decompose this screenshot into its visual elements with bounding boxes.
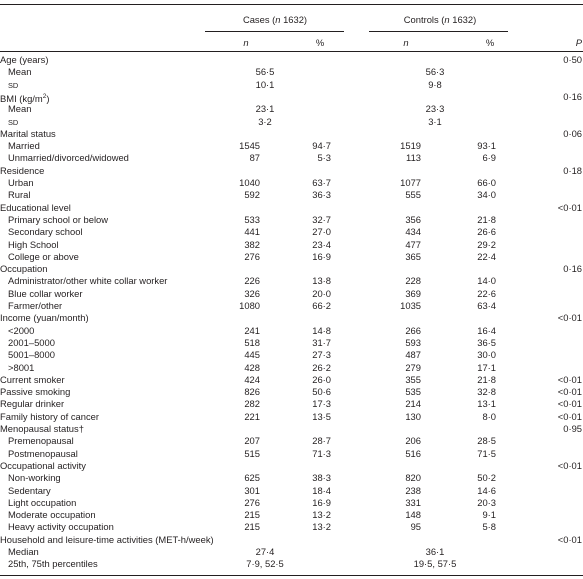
row-label <box>8 239 59 250</box>
controls-pct-cell: 22·6 <box>477 287 496 299</box>
row-label <box>0 202 71 213</box>
cases-pct-cell: 38·3 <box>312 472 331 484</box>
controls-n-cell: 206 <box>405 435 421 447</box>
controls-count: 1632) <box>449 14 477 25</box>
row-label <box>8 177 34 188</box>
controls-pct-cell: 5·8 <box>482 521 496 533</box>
cases-n-cell: 215 <box>244 521 260 533</box>
row-label-text: Income (yuan/month) <box>0 312 89 324</box>
row-label-text: >8001 <box>8 361 35 373</box>
cases-count: 1632) <box>280 14 308 25</box>
cases-pct-cell: 14·8 <box>312 324 331 336</box>
row-label <box>0 374 65 385</box>
cases-pct-cell: 20·0 <box>312 287 331 299</box>
cases-pct-cell: 94·7 <box>312 140 331 152</box>
cases-n-header: n <box>243 37 249 48</box>
controls-label: Controls ( <box>403 14 445 25</box>
row-label-text: BMI (kg/m <box>0 93 43 105</box>
p-value-cell: <0·01 <box>557 312 582 324</box>
cases-n-cell: 87 <box>249 152 260 164</box>
cases-pct-header: % <box>315 37 325 48</box>
p-value-cell: 0·16 <box>563 263 582 275</box>
controls-group-rule <box>369 31 508 32</box>
controls-pct-cell: 30·0 <box>477 349 496 361</box>
controls-group-header <box>370 14 510 25</box>
controls-summary-cell: 56·3 <box>425 66 445 78</box>
controls-summary-cell: 19·5, 57·5 <box>413 558 457 570</box>
cases-n-cell: 1040 <box>239 177 260 188</box>
row-label-text: Occupation <box>0 263 48 275</box>
p-value-cell: <0·01 <box>557 373 582 385</box>
cases-pct-cell: 23·4 <box>312 238 331 250</box>
header-bottom-rule <box>0 51 583 52</box>
cases-pct-cell: 13·2 <box>312 521 331 533</box>
p-value-cell: <0·01 <box>557 533 582 545</box>
cases-pct-cell: 50·6 <box>312 386 331 398</box>
row-label-end: ) <box>46 93 50 105</box>
row-label <box>8 497 76 508</box>
controls-pct-cell: 17·1 <box>477 361 496 373</box>
row-label <box>0 312 89 323</box>
controls-pct-cell: 8·0 <box>482 410 496 422</box>
controls-pct-cell: 28·5 <box>477 435 496 447</box>
cases-group-header <box>205 14 345 25</box>
cases-n-cell: 326 <box>244 287 260 299</box>
row-label <box>0 128 56 139</box>
controls-pct-cell: 29·2 <box>477 238 496 250</box>
controls-n-cell: 487 <box>405 349 421 361</box>
controls-n-cell: 356 <box>405 213 421 225</box>
cases-pct-cell: 27·0 <box>312 226 331 238</box>
row-label <box>0 54 48 65</box>
cases-n-cell: 592 <box>244 189 260 201</box>
controls-n-cell: 434 <box>405 226 421 238</box>
p-value-cell: 0·18 <box>563 164 582 176</box>
row-label <box>0 386 70 397</box>
controls-pct-cell: 20·3 <box>477 496 496 508</box>
controls-pct-cell: 13·1 <box>477 398 496 410</box>
row-label <box>8 349 55 360</box>
cases-n-cell: 445 <box>244 349 260 361</box>
controls-pct-cell: 32·8 <box>477 386 496 398</box>
cases-summary-cell: 56·5 <box>255 66 275 78</box>
controls-n-cell: 477 <box>405 238 421 250</box>
row-label-text: Farmer/other <box>8 300 63 311</box>
controls-pct-cell: 9·1 <box>482 509 496 521</box>
cases-n-symbol: n <box>275 14 281 25</box>
row-label <box>8 79 18 91</box>
row-label <box>8 275 167 286</box>
row-label-superscript: 2 <box>42 92 47 100</box>
cases-n-cell: 276 <box>244 250 260 262</box>
cases-pct-cell: 32·7 <box>312 213 331 225</box>
row-label-text: Age (years) <box>0 54 49 65</box>
row-label-text: Marital status <box>0 127 56 139</box>
row-label-text: Menopausal status† <box>0 423 84 434</box>
cases-pct-cell: 13·5 <box>312 410 331 422</box>
cases-label: Cases ( <box>242 14 276 25</box>
row-label <box>8 300 62 311</box>
cases-pct-cell: 16·9 <box>312 496 331 508</box>
row-label-text: Occupational activity <box>0 459 86 471</box>
cases-summary-cell: 7·9, 52·5 <box>246 558 284 570</box>
row-label <box>8 448 78 459</box>
controls-n-cell: 113 <box>406 152 421 164</box>
cases-n-cell: 226 <box>244 275 260 287</box>
cases-n-cell: 276 <box>244 496 260 508</box>
row-label <box>8 251 79 262</box>
cases-pct-cell: 26·0 <box>312 373 331 385</box>
controls-pct-cell: 93·1 <box>477 140 496 152</box>
row-label <box>0 165 44 176</box>
controls-pct-cell: 21·8 <box>477 373 496 385</box>
row-label-text: Unmarried/divorced/widowed <box>8 152 129 164</box>
controls-pct-cell: 22·4 <box>477 250 496 262</box>
row-label-text: Sedentary <box>8 484 51 496</box>
cases-n-cell: 301 <box>244 484 260 496</box>
controls-n-cell: 820 <box>405 472 421 484</box>
cases-n-cell: 215 <box>244 509 260 521</box>
cases-n-cell: 424 <box>244 373 260 385</box>
controls-pct-cell: 63·4 <box>477 300 496 311</box>
row-label-text: Household and leisure-time activities (MET-h/week) <box>0 533 214 545</box>
controls-pct-cell: 36·5 <box>477 336 496 348</box>
row-label-text: Blue collar worker <box>8 287 83 299</box>
cases-pct-cell: 36·3 <box>312 189 331 201</box>
cases-pct-cell: 5·3 <box>317 152 331 164</box>
row-label-text: College or above <box>8 250 79 262</box>
row-label-text: SD <box>8 117 19 127</box>
controls-pct-cell: 21·8 <box>477 213 496 225</box>
controls-n-cell: 1519 <box>400 140 421 152</box>
row-label <box>0 460 86 471</box>
controls-n-cell: 279 <box>405 361 421 373</box>
p-value-cell: 0·06 <box>563 127 582 139</box>
controls-pct-header: % <box>485 37 495 48</box>
row-label-text: Moderate occupation <box>8 509 96 521</box>
p-value-cell: <0·01 <box>557 398 582 410</box>
p-value-cell: 0·95 <box>563 423 582 434</box>
row-label <box>8 546 39 557</box>
cases-pct-cell: 71·3 <box>312 447 331 459</box>
cases-summary-cell: 10·1 <box>255 78 275 90</box>
row-label <box>8 509 96 520</box>
cases-pct-cell: 63·7 <box>312 177 331 188</box>
controls-n-cell: 331 <box>405 496 421 508</box>
controls-pct-cell: 66·0 <box>477 177 496 188</box>
row-label <box>8 152 129 163</box>
controls-n-cell: 214 <box>405 398 421 410</box>
row-label-text: Passive smoking <box>0 386 71 398</box>
row-label <box>0 423 84 434</box>
row-label <box>8 362 34 373</box>
row-label-text: Non-working <box>8 472 61 484</box>
row-label <box>0 534 214 545</box>
row-label-text: Current smoker <box>0 373 65 385</box>
controls-n-cell: 516 <box>405 447 421 459</box>
controls-n-cell: 369 <box>405 287 421 299</box>
row-label <box>8 103 31 114</box>
row-label <box>8 485 51 496</box>
row-label-text: Rural <box>8 189 31 201</box>
controls-n-cell: 535 <box>405 386 421 398</box>
row-label-text: 5001–8000 <box>8 349 55 361</box>
row-label-text: Secondary school <box>8 226 83 238</box>
row-label <box>8 226 83 237</box>
cases-n-cell: 282 <box>244 398 260 410</box>
controls-pct-cell: 26·6 <box>477 226 496 238</box>
cases-summary-cell: 23·1 <box>255 103 275 115</box>
controls-n-cell: 266 <box>405 324 421 336</box>
row-label-text: Administrator/other white collar worker <box>8 275 168 287</box>
row-label <box>8 140 40 151</box>
row-label-text: SD <box>8 80 19 90</box>
cases-pct-cell: 17·3 <box>312 398 331 410</box>
cases-pct-cell: 31·7 <box>312 336 331 348</box>
controls-summary-cell: 3·1 <box>428 115 442 127</box>
cases-n-cell: 826 <box>244 386 260 398</box>
row-label-text: <2000 <box>8 324 35 336</box>
p-value-cell: <0·01 <box>557 410 582 422</box>
cases-summary-cell: 27·4 <box>255 546 275 557</box>
table-bottom-rule <box>0 575 583 576</box>
cases-n-cell: 207 <box>244 435 260 447</box>
controls-summary-cell: 36·1 <box>425 546 445 557</box>
row-label-text: Mean <box>8 103 32 115</box>
controls-pct-cell: 14·0 <box>477 275 496 287</box>
row-label-text: Primary school or below <box>8 213 109 225</box>
controls-pct-cell: 14·6 <box>477 484 496 496</box>
row-label-text: Educational level <box>0 201 71 213</box>
cases-pct-cell: 26·2 <box>312 361 331 373</box>
controls-pct-cell: 50·2 <box>477 472 496 484</box>
cases-n-cell: 515 <box>244 447 260 459</box>
cases-pct-cell: 13·8 <box>312 275 331 287</box>
controls-n-cell: 1077 <box>400 177 421 188</box>
cases-n-cell: 518 <box>244 336 260 348</box>
row-label <box>8 472 61 483</box>
controls-n-cell: 228 <box>405 275 421 287</box>
row-label <box>8 189 30 200</box>
cases-pct-cell: 18·4 <box>312 484 331 496</box>
cases-pct-cell: 66·2 <box>312 300 331 311</box>
cases-n-cell: 441 <box>244 226 260 238</box>
row-label-text: Median <box>8 546 39 557</box>
cases-n-cell: 241 <box>244 324 260 336</box>
row-label <box>0 91 49 104</box>
controls-summary-cell: 9·8 <box>428 78 442 90</box>
p-value-header: P <box>575 37 582 48</box>
row-label-text: Mean <box>8 66 32 78</box>
row-label <box>8 558 98 569</box>
controls-n-cell: 355 <box>405 373 421 385</box>
cases-n-cell: 1080 <box>239 300 260 311</box>
p-value-cell: <0·01 <box>557 201 582 213</box>
controls-n-cell: 365 <box>405 250 421 262</box>
cases-n-cell: 1545 <box>239 140 260 152</box>
controls-n-cell: 555 <box>405 189 421 201</box>
controls-pct-cell: 16·4 <box>477 324 496 336</box>
row-label-text: Light occupation <box>8 496 77 508</box>
controls-pct-cell: 6·9 <box>482 152 496 164</box>
row-label <box>8 337 55 348</box>
cases-n-cell: 382 <box>244 238 260 250</box>
controls-pct-cell: 34·0 <box>477 189 496 201</box>
controls-n-cell: 238 <box>405 484 421 496</box>
row-label <box>0 263 47 274</box>
controls-pct-cell: 71·5 <box>477 447 496 459</box>
controls-n-cell: 1035 <box>400 300 421 311</box>
cases-group-rule <box>205 31 344 32</box>
row-label-text: Urban <box>8 177 34 188</box>
row-label-text: Postmenopausal <box>8 447 78 459</box>
row-label <box>8 66 31 77</box>
cases-n-cell: 428 <box>244 361 260 373</box>
row-label-text: Residence <box>0 164 45 176</box>
controls-n-cell: 593 <box>405 336 421 348</box>
p-value-cell: 0·50 <box>563 54 582 65</box>
p-value-cell: <0·01 <box>557 459 582 471</box>
row-label <box>8 435 74 446</box>
row-label-text: High School <box>8 238 59 250</box>
controls-n-cell: 95 <box>410 521 421 533</box>
cases-pct-cell: 28·7 <box>312 435 331 447</box>
row-label-text: Regular drinker <box>0 398 65 410</box>
p-value-cell: <0·01 <box>557 386 582 398</box>
controls-n-header: n <box>403 37 409 48</box>
cases-pct-cell: 16·9 <box>312 250 331 262</box>
row-label-text: Family history of cancer <box>0 410 99 422</box>
row-label <box>0 398 64 409</box>
cases-n-cell: 221 <box>244 410 260 422</box>
controls-summary-cell: 23·3 <box>425 103 445 115</box>
row-label-text: 25th, 75th percentiles <box>8 558 98 570</box>
table-top-rule <box>0 4 583 5</box>
p-value-cell: 0·16 <box>563 90 582 102</box>
cases-pct-cell: 13·2 <box>312 509 331 521</box>
controls-n-symbol: n <box>444 14 450 25</box>
controls-n-cell: 148 <box>405 509 421 521</box>
row-label <box>0 411 99 422</box>
row-label <box>8 325 34 336</box>
cases-pct-cell: 27·3 <box>312 349 331 361</box>
cases-summary-cell: 3·2 <box>258 115 272 127</box>
row-label-text: Married <box>8 140 40 152</box>
cases-n-cell: 533 <box>244 213 260 225</box>
row-label <box>8 116 18 128</box>
row-label <box>8 288 83 299</box>
row-label <box>8 214 108 225</box>
row-label-text: 2001–5000 <box>8 336 55 348</box>
cases-n-cell: 625 <box>244 472 260 484</box>
row-label-text: Premenopausal <box>8 435 74 447</box>
row-label <box>8 521 114 532</box>
controls-n-cell: 130 <box>405 410 421 422</box>
row-label-text: Heavy activity occupation <box>8 521 114 533</box>
